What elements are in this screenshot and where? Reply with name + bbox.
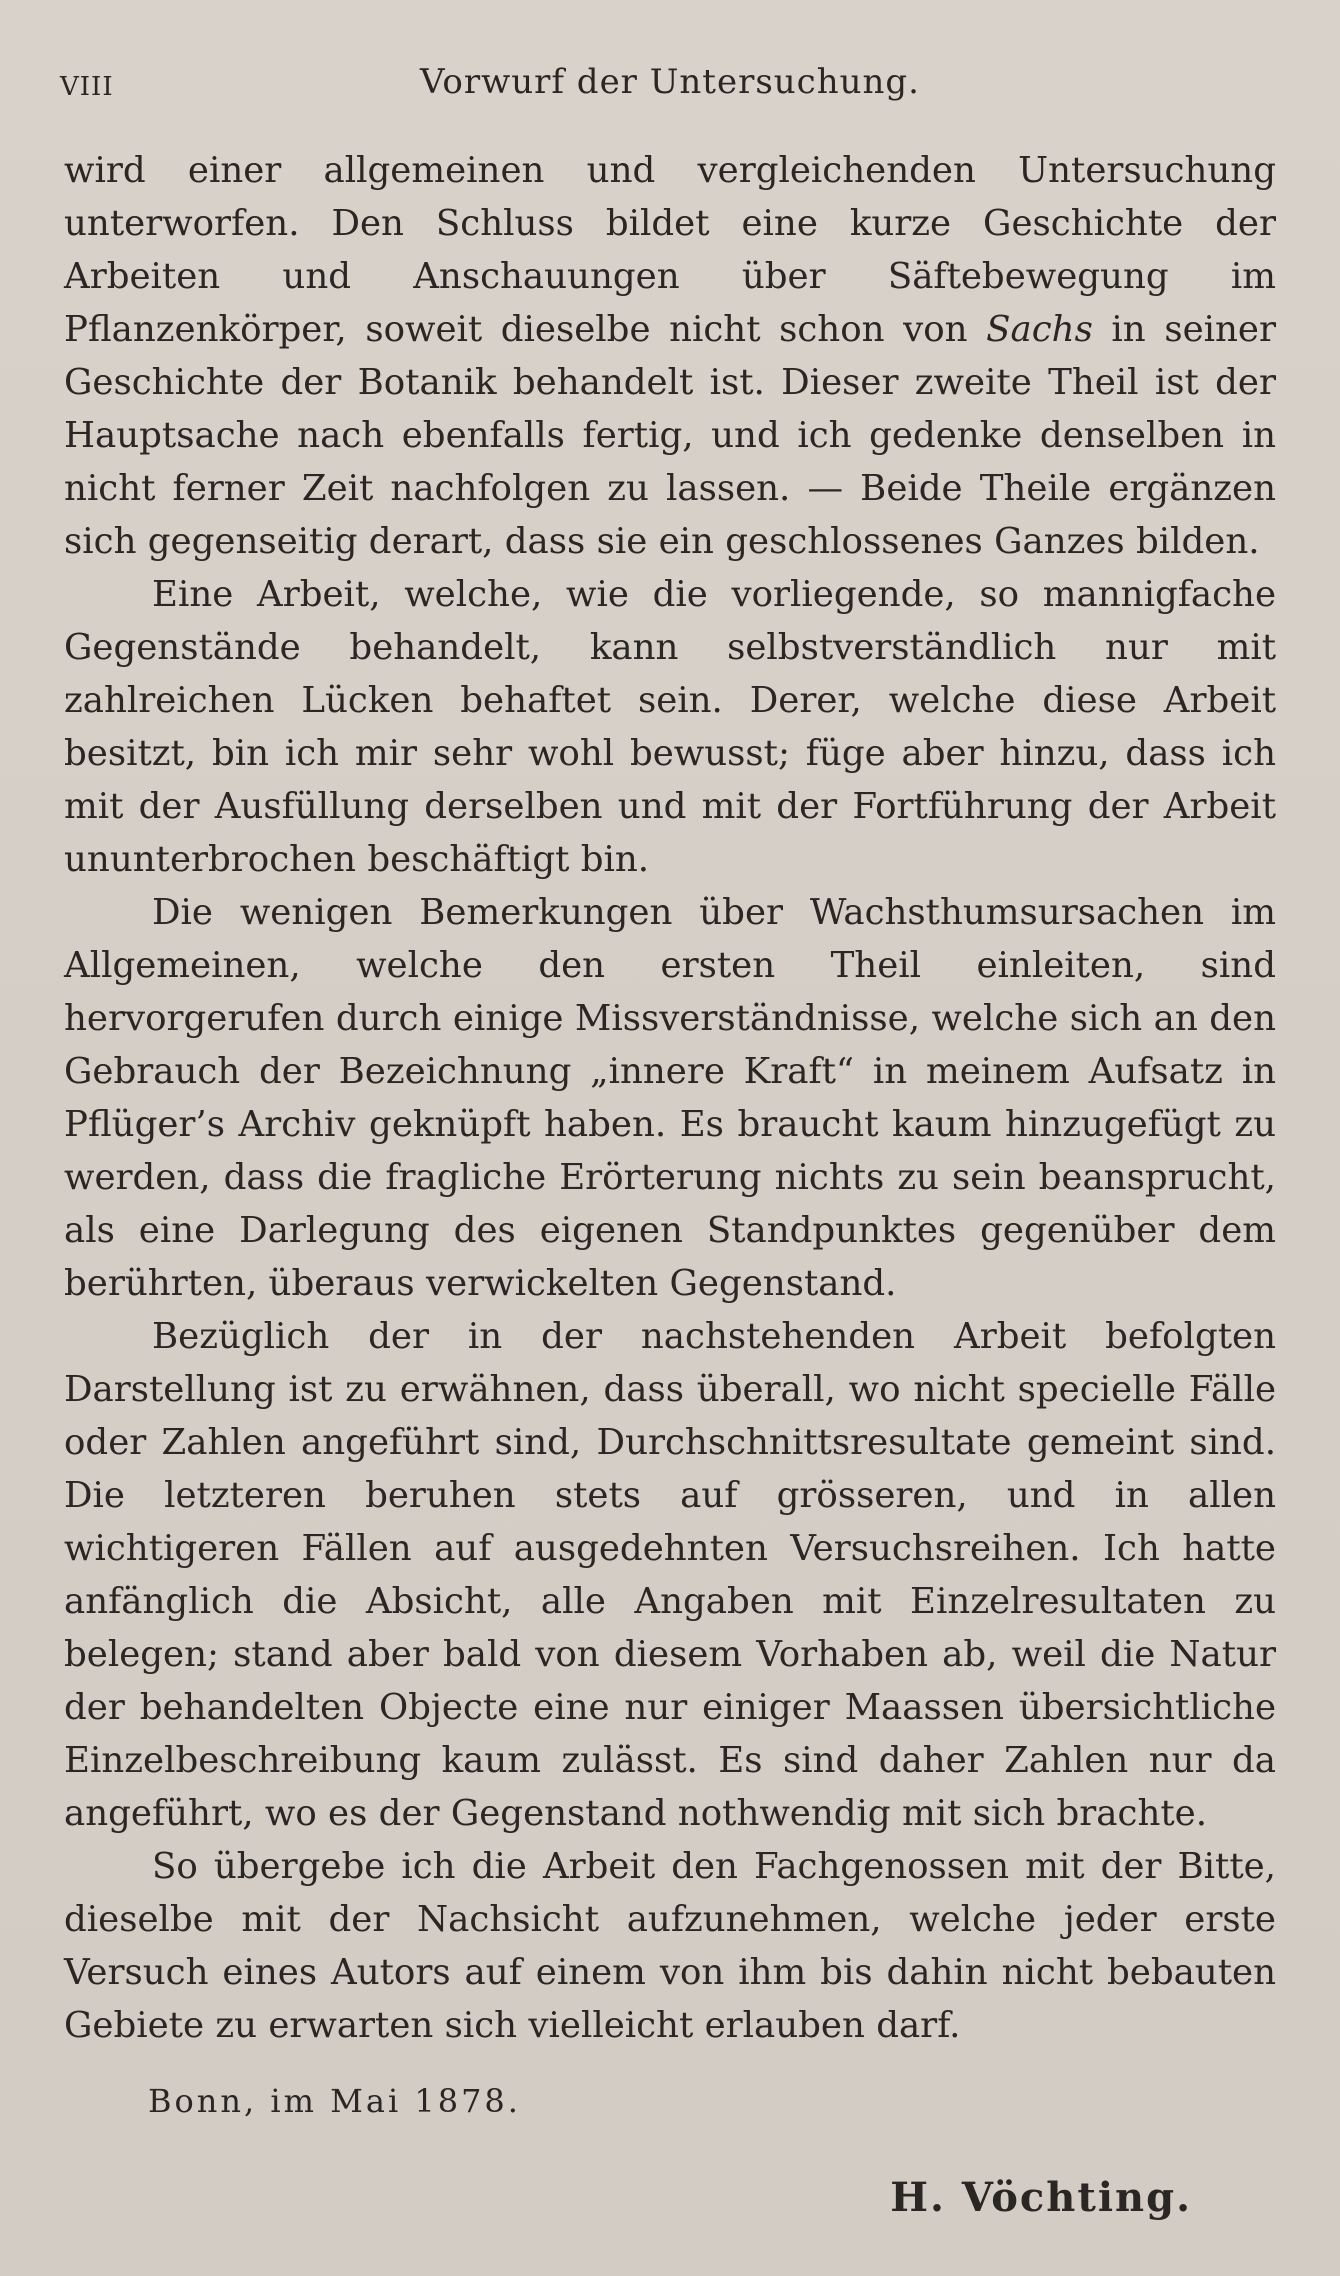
paragraph-continuation <box>64 144 1276 568</box>
paragraph: Bezüglich der in der nachstehenden Arbeit befolgten Darstellung ist zu erwähnen, dass überall, wo nicht specielle Fälle oder Zahlen angeführt sind, Durchschnittsresultate gemeint sind. Die letzteren beruhen stets auf grösseren, und in allen wichtigeren Fällen auf ausgedehnten Versuchsreihen. Ich hatte anfänglich die Absicht, alle Angaben mit Einzelresultaten zu belegen; stand aber bald von diesem Vorhaben ab, weil die Natur der behandelten Objecte eine nur einiger Maassen übersichtliche Einzelbeschreibung kaum zulässt. Es sind daher Zahlen nur da angeführt, wo es der Gegenstand nothwendig mit sich brachte. <box>64 1316 1276 1834</box>
running-title: Vorwurf der Untersuchung. <box>420 62 920 102</box>
paragraph-text: wird einer allgemeinen und vergleichenden Untersuchung unterworfen. Den Schluss bildet eine kurze Geschichte der Arbeiten und Anschauungen über Säftebewegung im Pflanzenkörper, soweit dieselbe nicht schon von <box>64 150 1276 350</box>
page-header <box>60 60 1280 110</box>
paragraph: So übergebe ich die Arbeit den Fachgenossen mit der Bitte, dieselbe mit der Nachsicht aufzunehmen, welche jeder erste Versuch eines Autors auf einem von ihm bis dahin nicht bebauten Gebiete zu erwarten sich vielleicht erlauben darf. <box>64 1846 1276 2046</box>
page-number: VIII <box>60 72 114 102</box>
dateline: Bonn, im Mai 1878. <box>148 2082 521 2120</box>
body-text <box>64 144 1276 2052</box>
paragraph: Die wenigen Bemerkungen über Wachsthumsursachen im Allgemeinen, welche den ersten Theil einleiten, sind hervorgerufen durch einige Missverständnisse, welche sich an den Gebrauch der Bezeichnung „innere Kraft“ in meinem Aufsatz in Pflüger’s Archiv geknüpft haben. Es braucht kaum hinzugefügt zu werden, dass die fragliche Erörterung nichts zu sein beansprucht, als eine Darlegung des eigenen Standpunktes gegenüber dem berührten, überaus verwickelten Gegenstand. <box>64 892 1276 1304</box>
author-signature: H. Vöchting. <box>890 2174 1192 2221</box>
author-name-emphasis: Sachs <box>986 309 1093 350</box>
paragraph-text: in seiner Geschichte der Botanik behandelt ist. Dieser zweite Theil ist der Hauptsache nach ebenfalls fertig, und ich gedenke denselben in nicht ferner Zeit nachfolgen zu lassen. — Beide Theile ergänzen sich gegenseitig derart, dass sie ein geschlossenes Ganzes bilden. <box>64 309 1276 562</box>
paragraph: Eine Arbeit, welche, wie die vorliegende, so mannigfache Gegenstände behandelt, kann selbstverständlich nur mit zahlreichen Lücken behaftet sein. Derer, welche diese Arbeit besitzt, bin ich mir sehr wohl bewusst; füge aber hinzu, dass ich mit der Ausfüllung derselben und mit der Fortführung der Arbeit ununterbrochen beschäftigt bin. <box>64 574 1276 880</box>
